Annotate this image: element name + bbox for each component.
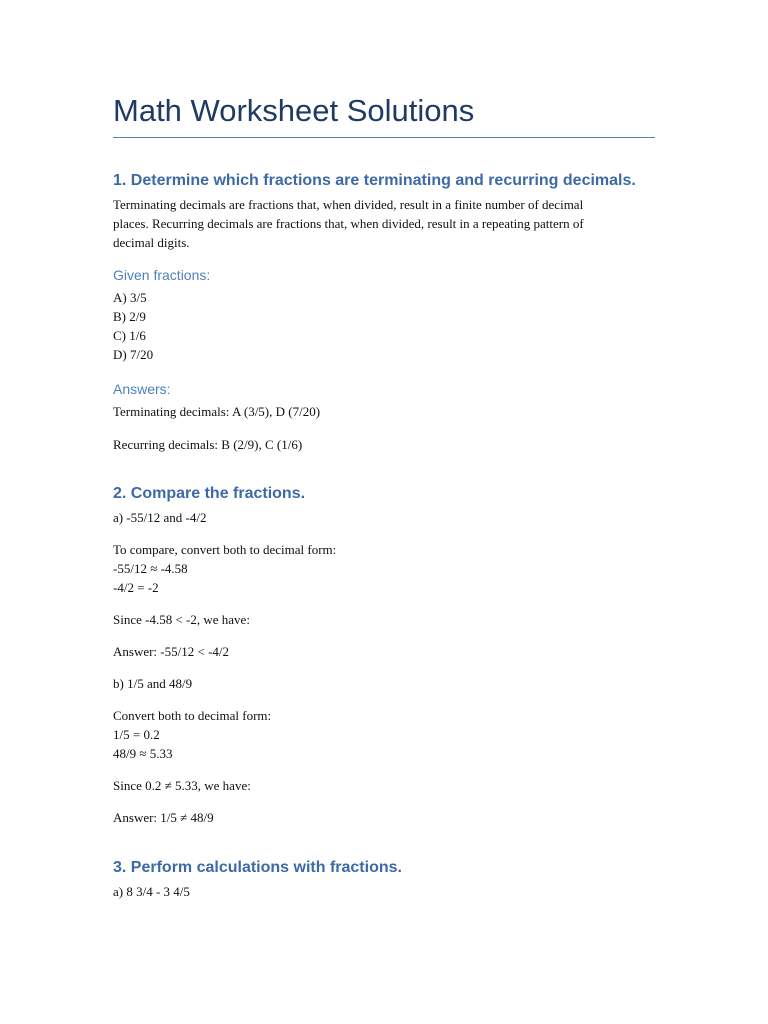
conversion-line: To compare, convert both to decimal form: (113, 542, 337, 558)
conversion-line: -55/12 ≈ -4.58 (113, 561, 188, 577)
conversion-line: 48/9 ≈ 5.33 (113, 746, 173, 762)
section-3-part-a: a) 8 3/4 - 3 4/5 (113, 884, 190, 900)
part-a-since: Since -4.58 < -2, we have: (113, 612, 250, 628)
intro-line: places. Recurring decimals are fractions that, when divided, result in a repeating pattern of (113, 216, 584, 232)
part-b-label: b) 1/5 and 48/9 (113, 676, 193, 692)
section-2-heading: 2. Compare the fractions. (113, 485, 306, 503)
fraction-item: D) 7/20 (113, 347, 154, 363)
intro-line: decimal digits. (113, 235, 190, 251)
conversion-line: -4/2 = -2 (113, 580, 159, 596)
recurring-answer: Recurring decimals: B (2/9), C (1/6) (113, 437, 303, 453)
conversion-line: 1/5 = 0.2 (113, 727, 160, 743)
part-a-answer: Answer: -55/12 < -4/2 (113, 644, 230, 660)
section-3-heading: 3. Perform calculations with fractions. (113, 859, 402, 877)
section-1-heading: 1. Determine which fractions are terminating and recurring decimals. (113, 172, 636, 190)
conversion-line: Convert both to decimal form: (113, 708, 272, 724)
fraction-item: A) 3/5 (113, 290, 147, 306)
document-title: Math Worksheet Solutions (113, 92, 655, 138)
part-a-label: a) -55/12 and -4/2 (113, 510, 207, 526)
fraction-item: C) 1/6 (113, 328, 146, 344)
part-a-conversion (113, 540, 655, 597)
terminating-answer: Terminating decimals: A (3/5), D (7/20) (113, 404, 321, 420)
answers-heading: Answers: (113, 381, 171, 398)
fraction-item: B) 2/9 (113, 309, 146, 325)
given-fractions-list (113, 288, 655, 364)
intro-line: Terminating decimals are fractions that, when divided, result in a finite number of decimal (113, 197, 584, 213)
part-b-conversion (113, 706, 655, 763)
section-1-intro (113, 195, 655, 252)
part-b-answer: Answer: 1/5 ≠ 48/9 (113, 810, 214, 826)
part-b-since: Since 0.2 ≠ 5.33, we have: (113, 778, 251, 794)
given-fractions-heading: Given fractions: (113, 267, 211, 284)
